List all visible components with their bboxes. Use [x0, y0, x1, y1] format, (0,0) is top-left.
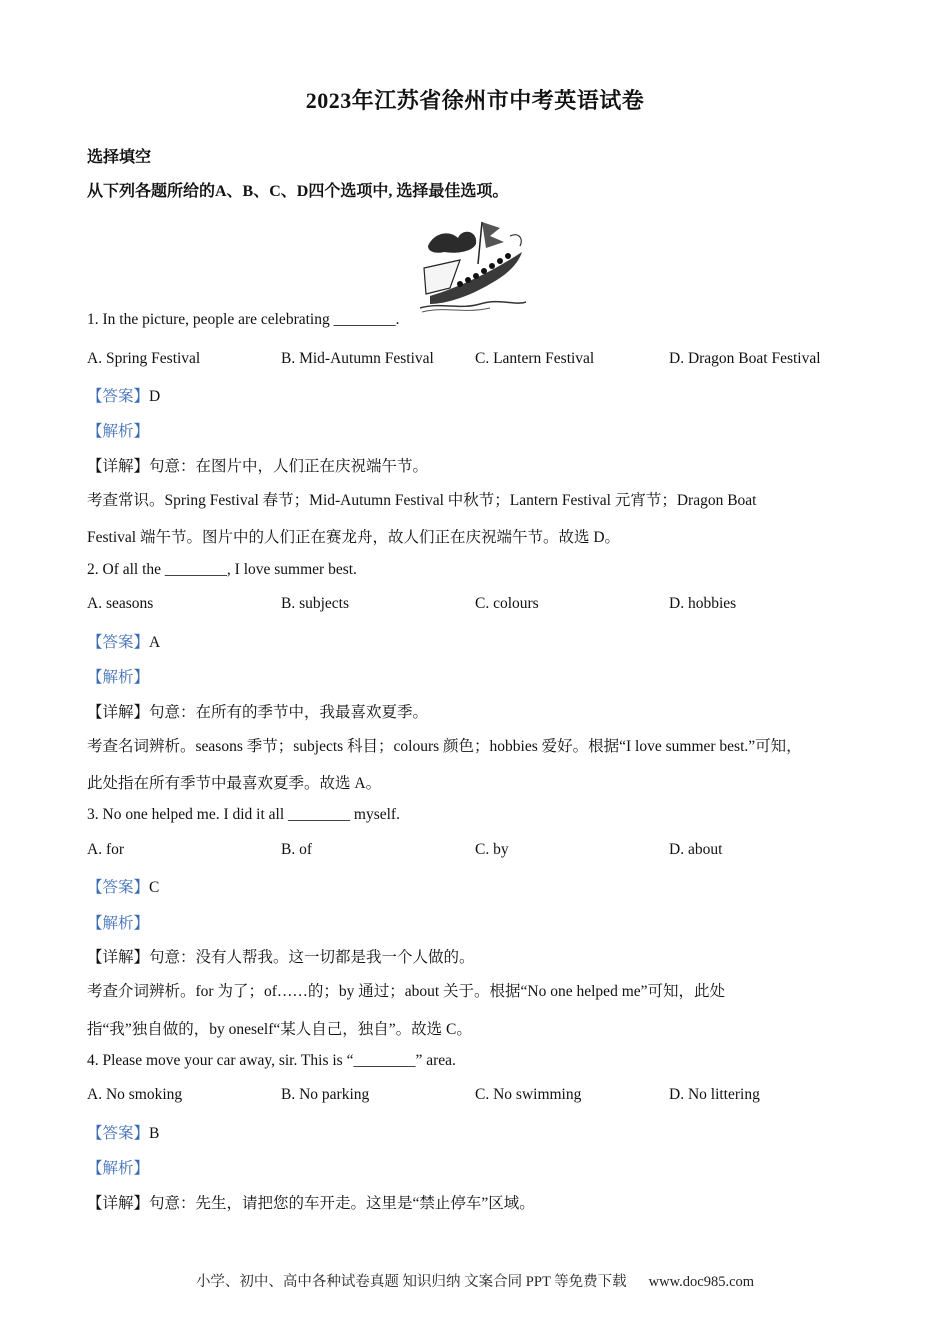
question-3-explain-line-2: 指“我”独自做的，by oneself“某人自己，独自”。故选 C。 — [87, 1021, 472, 1038]
question-2-answer — [87, 630, 160, 652]
question-1-explain-line-2: Festival 端午节。图片中的人们正在赛龙舟，故人们正在庆祝端午节。故选 D。 — [87, 529, 621, 546]
question-1-stem: 1. In the picture, people are celebrating ________. — [87, 311, 400, 328]
question-1-answer — [87, 384, 160, 406]
question-1-explain-line-1: 考查常识。Spring Festival 春节；Mid-Autumn Festival 中秋节；Lantern Festival 元宵节；Dragon Boat — [87, 492, 757, 509]
question-2-options — [87, 595, 867, 617]
question-4-option-b: B. No parking — [281, 1086, 370, 1103]
detail-text: 句意：在图片中，人们正在庆祝端午节。 — [149, 458, 429, 475]
detail-tag: 【详解】 — [87, 458, 150, 475]
detail-text: 句意：在所有的季节中，我最喜欢夏季。 — [149, 704, 429, 721]
answer-value: B — [149, 1125, 160, 1142]
question-3-option-c: C. by — [475, 841, 509, 858]
question-1-option-d: D. Dragon Boat Festival — [669, 350, 821, 367]
question-2-option-a: A. seasons — [87, 595, 154, 612]
question-3-explain-line-1: 考查介词辨析。for 为了；of……的；by 通过；about 关于。根据“No one helped me”可知，此处 — [87, 983, 726, 1000]
question-1-option-a: A. Spring Festival — [87, 350, 201, 367]
question-3-analysis-tag: 【解析】 — [87, 915, 150, 932]
question-3-option-d: D. about — [669, 841, 723, 858]
question-2-option-c: C. colours — [475, 595, 539, 612]
answer-tag: 【答案】 — [87, 388, 150, 405]
question-3-detail — [87, 945, 475, 967]
answer-tag: 【答案】 — [87, 879, 150, 896]
page-footer — [0, 1270, 950, 1291]
dragon-boat-illustration — [420, 214, 526, 314]
question-4-option-a: A. No smoking — [87, 1086, 183, 1103]
question-1-option-c: C. Lantern Festival — [475, 350, 595, 367]
question-4-option-c: C. No swimming — [475, 1086, 582, 1103]
question-1-detail — [87, 454, 428, 476]
question-4-option-d: D. No littering — [669, 1086, 760, 1103]
question-2-explain-line-2: 此处指在所有季节中最喜欢夏季。故选 A。 — [87, 775, 382, 792]
question-4-stem: 4. Please move your car away, sir. This is “________” area. — [87, 1052, 456, 1069]
question-3-option-b: B. of — [281, 841, 312, 858]
detail-tag: 【详解】 — [87, 949, 150, 966]
page-title: 2023年江苏省徐州市中考英语试卷 — [305, 88, 645, 113]
question-2-analysis-tag: 【解析】 — [87, 669, 150, 686]
footer-link[interactable]: www.doc985.com — [648, 1274, 755, 1290]
question-4-answer — [87, 1121, 159, 1143]
question-2-explain-line-1: 考查名词辨析。seasons 季节；subjects 科目；colours 颜色；hobbies 爱好。根据“I love summer best.”可知， — [87, 738, 802, 755]
detail-tag: 【详解】 — [87, 704, 150, 721]
question-4-options — [87, 1086, 867, 1108]
question-2-detail — [87, 700, 428, 722]
detail-tag: 【详解】 — [87, 1195, 150, 1212]
question-1-analysis-tag: 【解析】 — [87, 423, 150, 440]
answer-tag: 【答案】 — [87, 634, 150, 651]
question-3-option-a: A. for — [87, 841, 125, 858]
question-2-stem: 2. Of all the ________, I love summer best. — [87, 561, 357, 578]
answer-tag: 【答案】 — [87, 1125, 150, 1142]
detail-text: 句意：没有人帮我。这一切都是我一个人做的。 — [149, 949, 475, 966]
question-1-options — [87, 350, 867, 372]
question-1-option-b: B. Mid-Autumn Festival — [281, 350, 434, 367]
detail-text: 句意：先生，请把您的车开走。这里是“禁止停车”区域。 — [149, 1195, 535, 1212]
question-3-options — [87, 841, 867, 863]
instruction: 从下列各题所给的A、B、C、D四个选项中, 选择最佳选项。 — [87, 183, 509, 200]
question-2-option-d: D. hobbies — [669, 595, 737, 612]
answer-value: A — [149, 634, 161, 651]
question-2-option-b: B. subjects — [281, 595, 350, 612]
question-4-detail — [87, 1191, 535, 1213]
question-3-stem: 3. No one helped me. I did it all ________ myself. — [87, 806, 400, 823]
section-heading: 选择填空 — [87, 149, 152, 166]
answer-value: C — [149, 879, 160, 896]
question-3-answer — [87, 875, 159, 897]
footer-text: 小学、初中、高中各种试卷真题 知识归纳 文案合同 PPT 等免费下载 — [195, 1274, 627, 1290]
answer-value: D — [149, 388, 161, 405]
question-4-analysis-tag: 【解析】 — [87, 1160, 150, 1177]
